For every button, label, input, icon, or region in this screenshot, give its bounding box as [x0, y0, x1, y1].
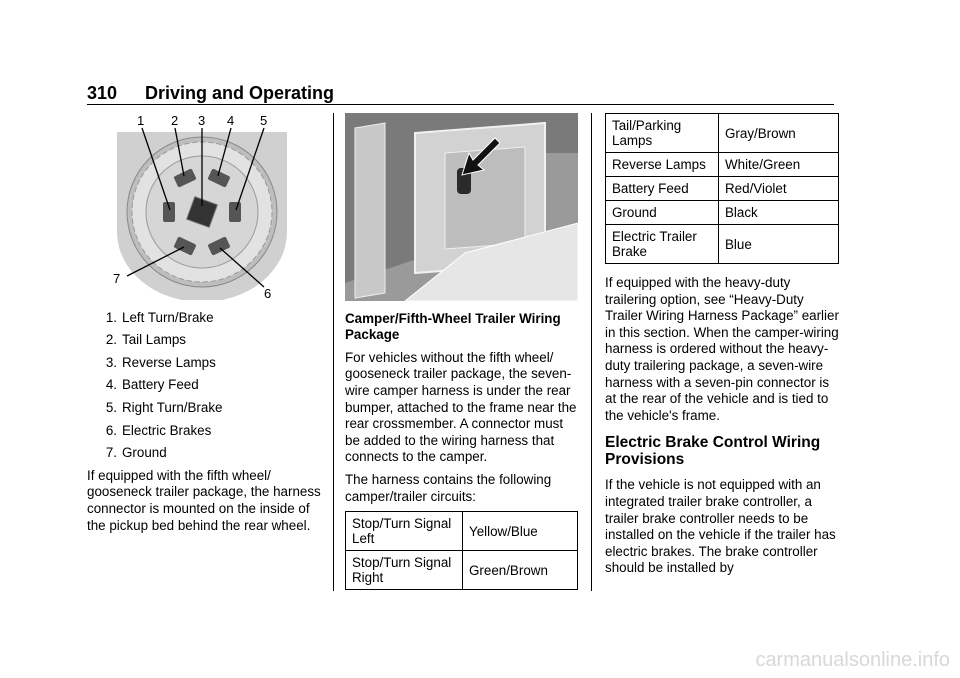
column-divider-1 [333, 113, 334, 591]
circuit-table-part-1 [345, 511, 578, 590]
connector-diagram [87, 112, 325, 300]
col3-paragraph-2: If the vehicle is not equipped with an integrated trailer brake controller, a trailer brake controller needs to be installed on the vehicle if the trailer has electric brakes. The brake controller should be installed by [605, 477, 836, 576]
table-row: Stop/Turn Signal Right Green/Brown [346, 551, 578, 590]
column-1 [87, 112, 325, 534]
table-row: Battery Feed Red/Violet [606, 177, 839, 201]
pin-list [87, 310, 325, 468]
column-divider-2 [591, 113, 592, 591]
truck-bed-photo [345, 113, 578, 301]
callout-6: 6 [264, 286, 272, 300]
table-row: Electric Trailer Brake Blue [606, 225, 839, 264]
watermark: carmanualsonline.info [755, 649, 950, 671]
table-row: Stop/Turn Signal Left Yellow/Blue [346, 512, 578, 551]
col3-paragraph-1: If equipped with the heavy-duty trailering option, see “Heavy-Duty Trailer Wiring Harness Package” earlier in this section. When the camper-wiring harness is ordered without the heavy-duty trailering package, a seven-wire harness with a seven-pin connector is at the rear of the vehicle and is tied to the vehicle's frame. [605, 275, 839, 423]
col2-paragraph-1: For vehicles without the fifth wheel/ gooseneck trailer package, the seven-wire camper harness is under the rear bumper, attached to the frame near the rear crossmember. A connector must be added to the wiring harness that connects to the camper. [345, 349, 577, 465]
table-row: Tail/Parking Lamps Gray/Brown [606, 114, 839, 153]
section-title: Driving and Operating [145, 83, 335, 103]
col1-paragraph: If equipped with the fifth wheel/ gooseneck trailer package, the harness connector is mounted on the inside of the pickup bed behind the rear wheel. [87, 467, 321, 533]
subsection-heading: Electric Brake Control Wiring Provisions [605, 434, 821, 469]
callout-2: 2 [171, 113, 179, 128]
list-item: 1. Left Turn/Brake [105, 309, 214, 325]
column-2 [345, 113, 579, 590]
list-item: 2. Tail Lamps [105, 332, 187, 348]
page-number: 310 [87, 83, 118, 103]
callout-1: 1 [137, 113, 145, 128]
callout-4: 4 [227, 113, 235, 128]
photo-caption: Camper/Fifth-Wheel Trailer Wiring Package [345, 310, 561, 343]
table-row: Ground Black [606, 201, 839, 225]
list-item: 3. Reverse Lamps [105, 354, 216, 370]
wall-recess [445, 147, 525, 249]
page-header [87, 83, 834, 105]
callout-5: 5 [260, 113, 268, 128]
list-item: 5. Right Turn/Brake [105, 399, 223, 415]
bed-side-panel [355, 123, 385, 298]
callout-7: 7 [113, 271, 121, 286]
callout-3: 3 [198, 113, 206, 128]
column-3 [605, 113, 840, 577]
col2-paragraph-2: The harness contains the following camper/trailer circuits: [345, 471, 552, 504]
circuit-table-part-2 [605, 113, 839, 264]
header-rule [87, 104, 834, 105]
pin-5 [229, 202, 241, 222]
list-item: 7. Ground [105, 445, 167, 461]
list-item: 4. Battery Feed [105, 377, 199, 393]
list-item: 6. Electric Brakes [105, 422, 212, 438]
table-row: Reverse Lamps White/Green [606, 153, 839, 177]
pin-1 [163, 202, 175, 222]
